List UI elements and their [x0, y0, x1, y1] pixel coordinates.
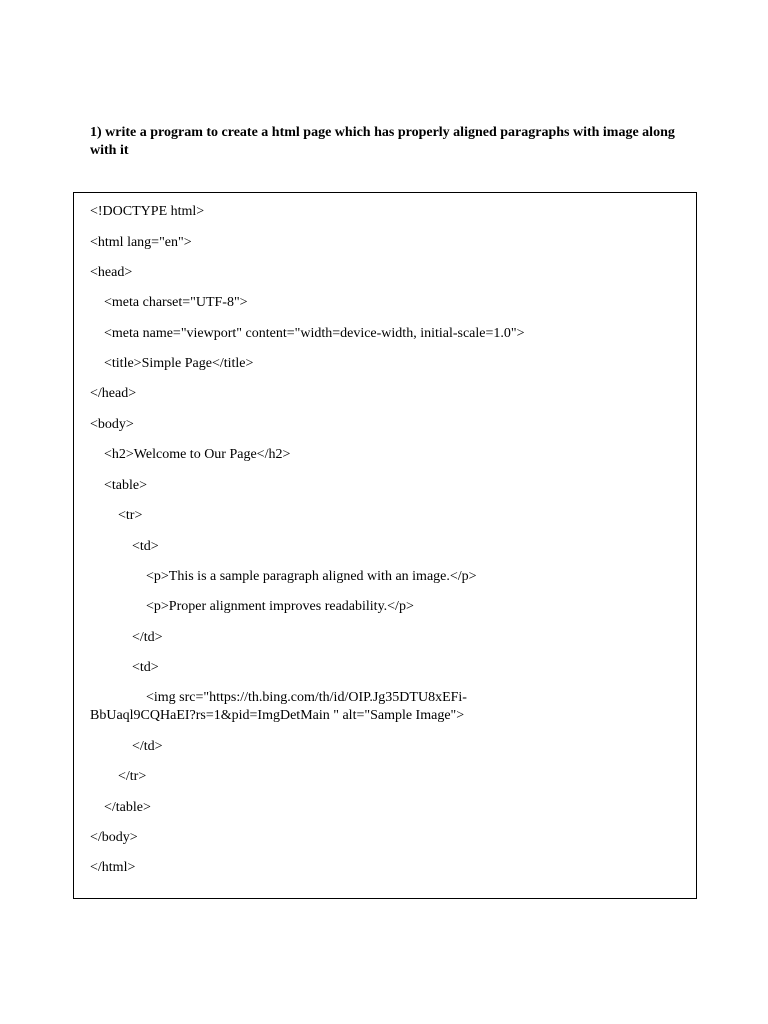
code-line: <html lang="en">	[90, 235, 192, 250]
code-line: <head>	[90, 265, 133, 280]
code-line: <td>	[90, 539, 159, 554]
code-line: </body>	[90, 830, 138, 845]
code-line: </table>	[90, 800, 151, 815]
code-line: </td>	[90, 630, 163, 645]
code-line: <img src="https://th.bing.com/th/id/OIP.Jg35DTU8xEFi- BbUaql9CQHaEI?rs=1&pid=ImgDetMain " alt="Sample Image">	[90, 690, 467, 723]
code-box	[73, 192, 697, 899]
code-line: <meta name="viewport" content="width=device-width, initial-scale=1.0">	[90, 326, 525, 341]
code-line: </head>	[90, 386, 137, 401]
code-line: <title>Simple Page</title>	[90, 356, 254, 371]
code-line: </tr>	[90, 769, 147, 784]
code-line: <meta charset="UTF-8">	[90, 295, 248, 310]
code-line: <td>	[90, 660, 159, 675]
code-line: <!DOCTYPE html>	[90, 204, 205, 219]
question-text: 1) write a program to create a html page which has properly aligned paragraphs with image along with it	[90, 125, 675, 158]
code-line: <p>Proper alignment improves readability.</p>	[90, 599, 414, 614]
code-line: <p>This is a sample paragraph aligned with an image.</p>	[90, 569, 477, 584]
code-line: <table>	[90, 478, 147, 493]
code-line: <h2>Welcome to Our Page</h2>	[90, 447, 291, 462]
code-line: </td>	[90, 739, 163, 754]
code-line: <tr>	[90, 508, 143, 523]
code-line: <body>	[90, 417, 134, 432]
code-line: </html>	[90, 860, 136, 875]
